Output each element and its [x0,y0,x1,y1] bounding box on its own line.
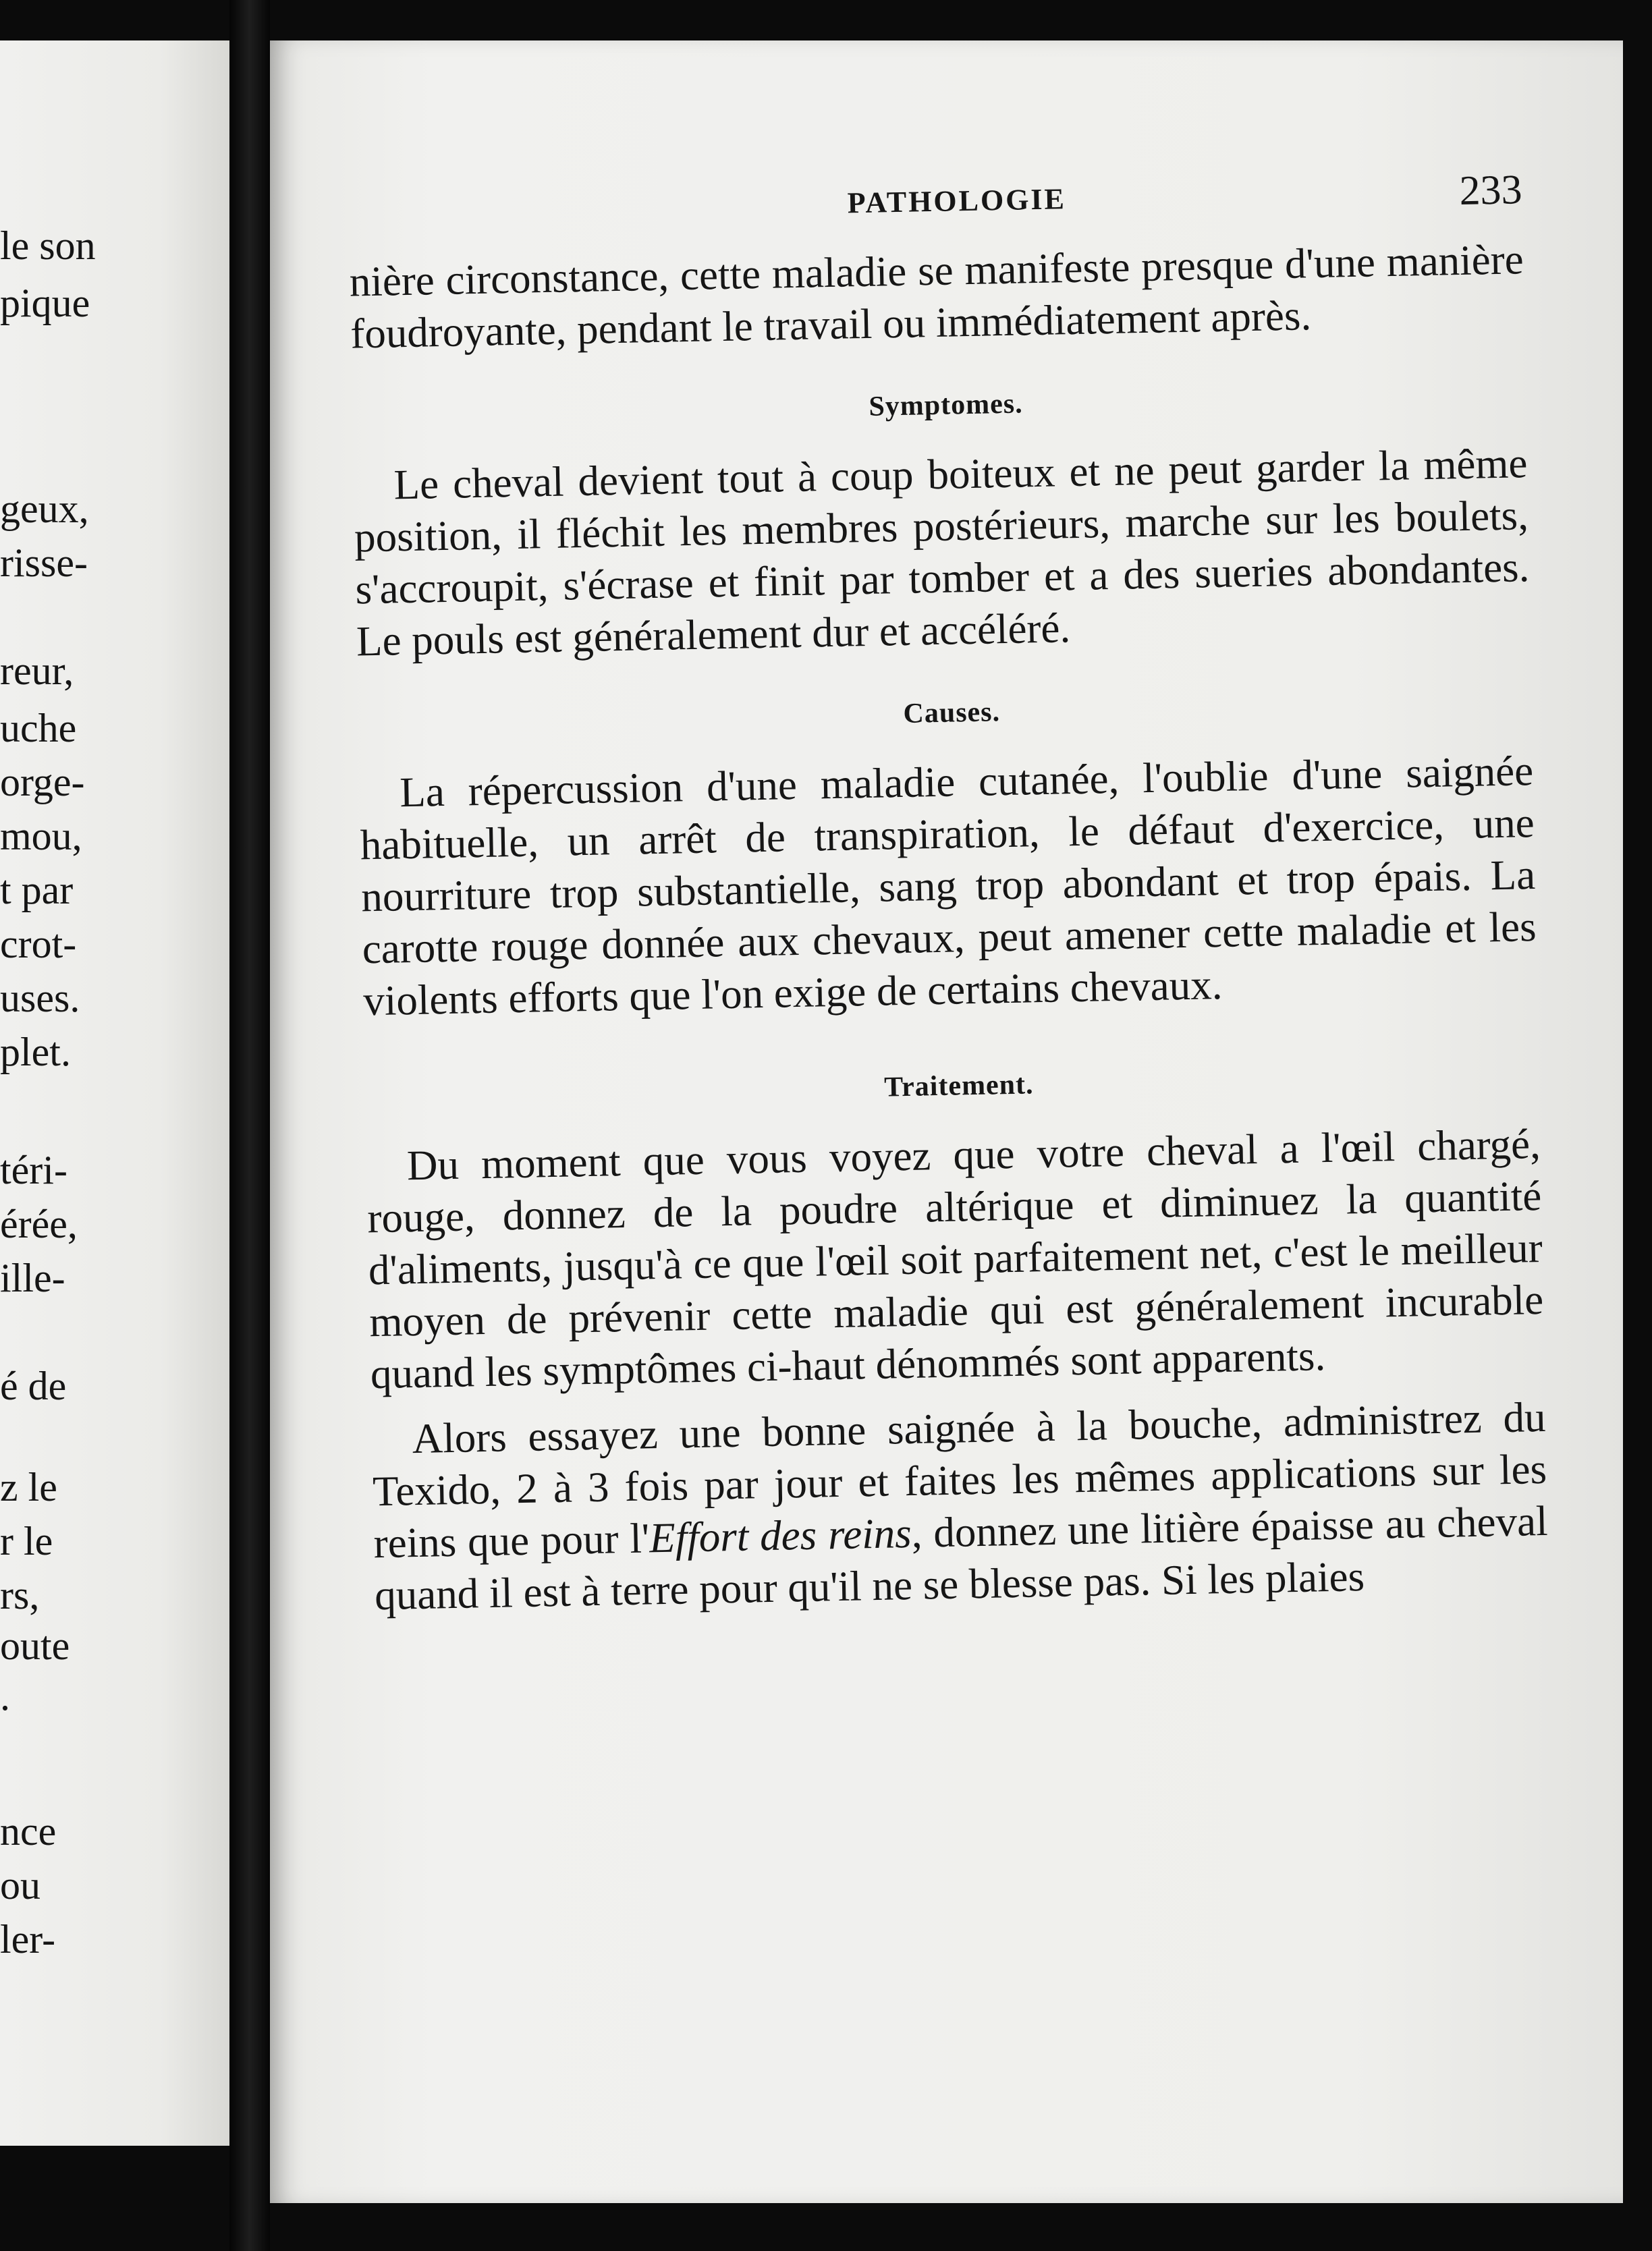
left-line: ille- [0,1256,65,1300]
italic-reference: Effort des reins [649,1509,912,1562]
heading-causes: Causes. [903,696,1001,729]
running-title: PATHOLOGIE [847,182,1067,220]
left-line: rs, [0,1573,40,1617]
paragraph-alors-end: , donnez une litière épaisse au cheval quand il est à terre pour qu'il ne se blesse pas. Si les plaies [374,1497,1549,1619]
paragraph-traitement: Du moment que vous voyez que votre cheval a l'œil chargé, rouge, donnez de la poudre altérique et diminuez la quantité d'aliments, jusqu'à ce que l'œil soit parfaitement net, c'est le meilleur moyen de prévenir cette maladie qui est généralement incurable quand les symptômes ci-haut dénommés sont apparents. [366,1119,1544,1398]
left-line: orge- [0,760,85,804]
left-line: érée, [0,1202,78,1246]
left-line: nce [0,1809,57,1854]
left-line: plet. [0,1030,71,1074]
right-page [270,40,1623,2203]
paragraph-intro: nière circonstance, cette maladie se manifeste presque d'une manière foudroyante, pendant le travail ou immédiatement après. [349,235,1524,358]
left-line: mou, [0,814,82,858]
paragraph-alors-start: Alors essayez une bonne saignée à la bouche, administrez du Texido, 2 à 3 fois par jour et faites les mêmes applications sur les reins que pour l' [372,1393,1547,1567]
left-line: uche [0,706,77,750]
heading-symptomes: Symptomes. [869,388,1024,422]
left-line: . [0,1674,10,1719]
left-line: reur, [0,648,74,693]
left-line: ou [0,1863,40,1908]
left-line: é de [0,1364,67,1408]
heading-traitement: Traitement. [883,1069,1034,1103]
left-line: r le [0,1519,53,1563]
paragraph-causes: La répercussion d'une maladie cutanée, l'oublie d'une saignée habituelle, un arrêt de transpiration, le défaut d'exercice, une nourriture trop substantielle, sang trop abondant et trop épais. La carotte rouge donnée aux chevaux, peut amener cette maladie et les violents efforts que l'on exige de certains chevaux. [360,747,1537,1025]
left-line: risse- [0,540,88,585]
paragraph-alors [371,1391,1549,1621]
book-gutter [229,0,270,2251]
left-line: le son [0,223,96,268]
left-line: crot- [0,922,77,966]
left-line: uses. [0,976,80,1020]
page-number: 233 [1458,167,1523,214]
left-line: oute [0,1623,70,1668]
left-page [0,40,235,2146]
left-line: téri- [0,1148,67,1192]
paragraph-symptomes: Le cheval devient tout à coup boiteux et ne peut garder la même position, il fléchit les membres postérieurs, marche sur les boulets, s'accroupit, s'écrase et finit par tomber et a des sueries abondantes. Le pouls est généralement dur et accéléré. [354,439,1530,665]
page-content [334,159,1576,1621]
left-line: geux, [0,487,89,531]
left-line: t par [0,868,74,912]
left-line: ler- [0,1917,56,1962]
left-line: pique [0,281,90,325]
left-line: z le [0,1465,57,1509]
